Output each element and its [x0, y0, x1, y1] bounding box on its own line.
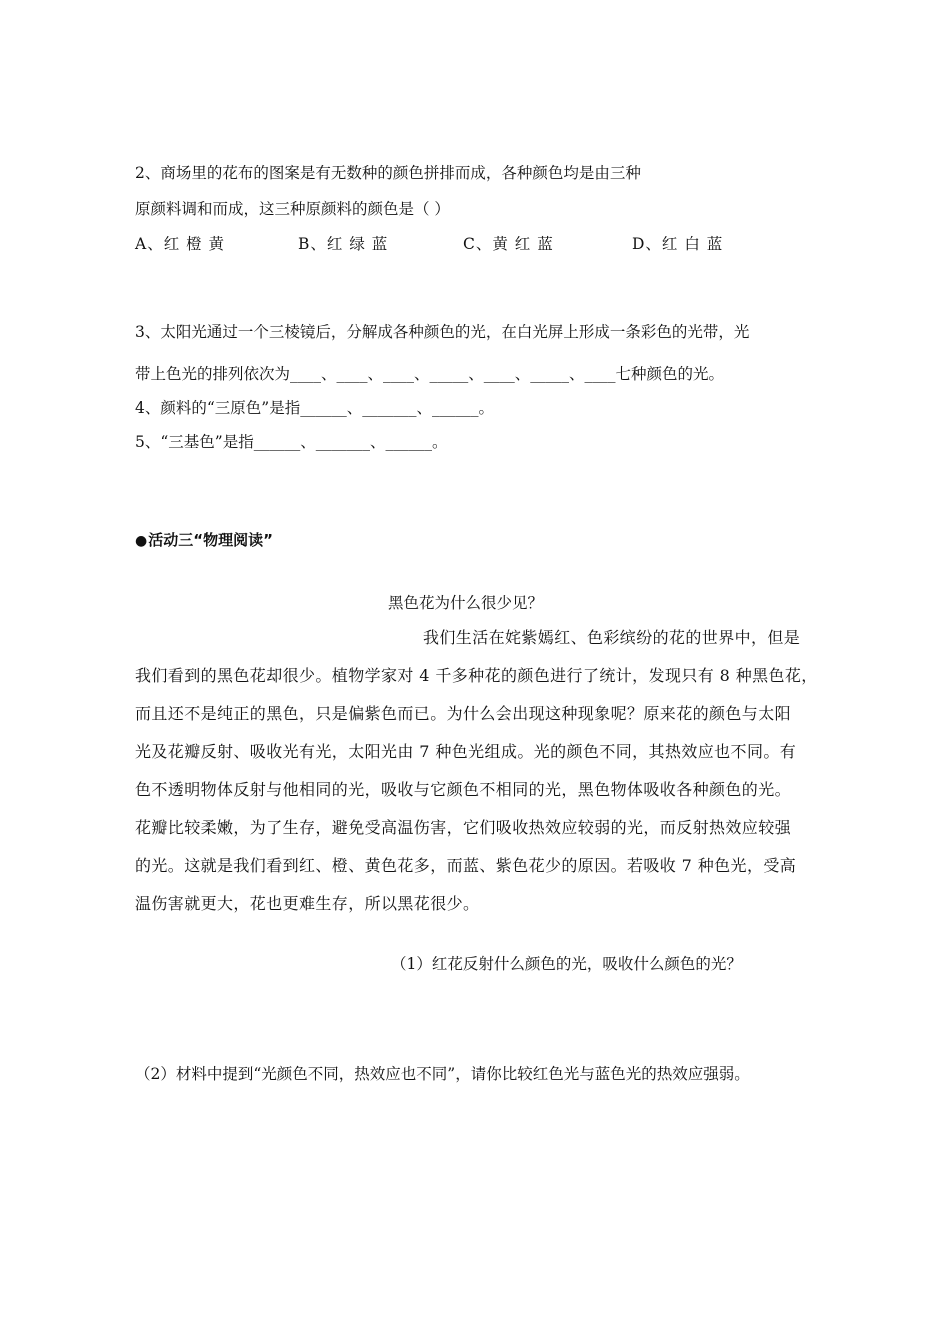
activity-title: 活动三“物理阅读”: [148, 531, 273, 549]
q3-stem-line-1: 3、太阳光通过一个三棱镜后，分解成各种颜色的光，在白光屏上形成一条彩色的光带，光: [135, 323, 750, 341]
q2-option-c: C、黄 红 蓝: [463, 235, 554, 253]
reading-line: 而且还不是纯正的黑色，只是偏紫色而已。为什么会出现这种现象呢？原来花的颜色与太阳: [135, 704, 792, 723]
reading-line: 色不透明物体反射与他相同的光，吸收与它颜色不相同的光，黑色物体吸收各种颜色的光。: [135, 780, 792, 799]
reading-question-2: （2）材料中提到“光颜色不同，热效应也不同”，请你比较红色光与蓝色光的热效应强弱。: [135, 1065, 750, 1083]
reading-title: 黑色花为什么很少见？: [388, 594, 544, 612]
reading-line: 光及花瓣反射、吸收光有光，太阳光由 7 种色光组成。光的颜色不同，其热效应也不同。有: [135, 742, 797, 761]
q5-stem: 5、“三基色”是指______、_______、______。: [135, 433, 448, 451]
q2-option-b: B、红 绿 蓝: [298, 235, 389, 253]
q2-stem-line-1: 2、商场里的花布的图案是有无数种的颜色拼排而成，各种颜色均是由三种: [135, 164, 641, 182]
q4-stem: 4、颜料的“三原色”是指______、_______、______。: [135, 399, 494, 417]
activity-heading: [135, 530, 273, 551]
reading-line: 温伤害就更大，花也更难生存，所以黑花很少。: [135, 894, 480, 913]
reading-line: 的光。这就是我们看到红、橙、黄色花多，而蓝、紫色花少的原因。若吸收 7 种色光，受高: [135, 856, 797, 875]
q2-stem-line-2: 原颜料调和而成，这三种原颜料的颜色是（ ）: [135, 200, 450, 218]
q3-stem-line-2: 带上色光的排列依次为____、____、____、_____、____、_____、____七种颜色的光。: [135, 365, 725, 383]
reading-line: 我们生活在姹紫嫣红、色彩缤纷的花的世界中，但是: [423, 628, 801, 647]
q2-option-d: D、红 白 蓝: [632, 235, 724, 253]
q2-option-a: A、红 橙 黄: [135, 235, 226, 253]
bullet-icon: ●: [135, 533, 148, 549]
reading-line: 我们看到的黑色花却很少。植物学家对 4 千多种花的颜色进行了统计，发现只有 8 种黑色花，: [135, 666, 818, 685]
reading-line: 花瓣比较柔嫩，为了生存，避免受高温伤害，它们吸收热效应较弱的光，而反射热效应较强: [135, 818, 792, 837]
reading-question-1: （1）红花反射什么颜色的光，吸收什么颜色的光？: [391, 955, 742, 973]
